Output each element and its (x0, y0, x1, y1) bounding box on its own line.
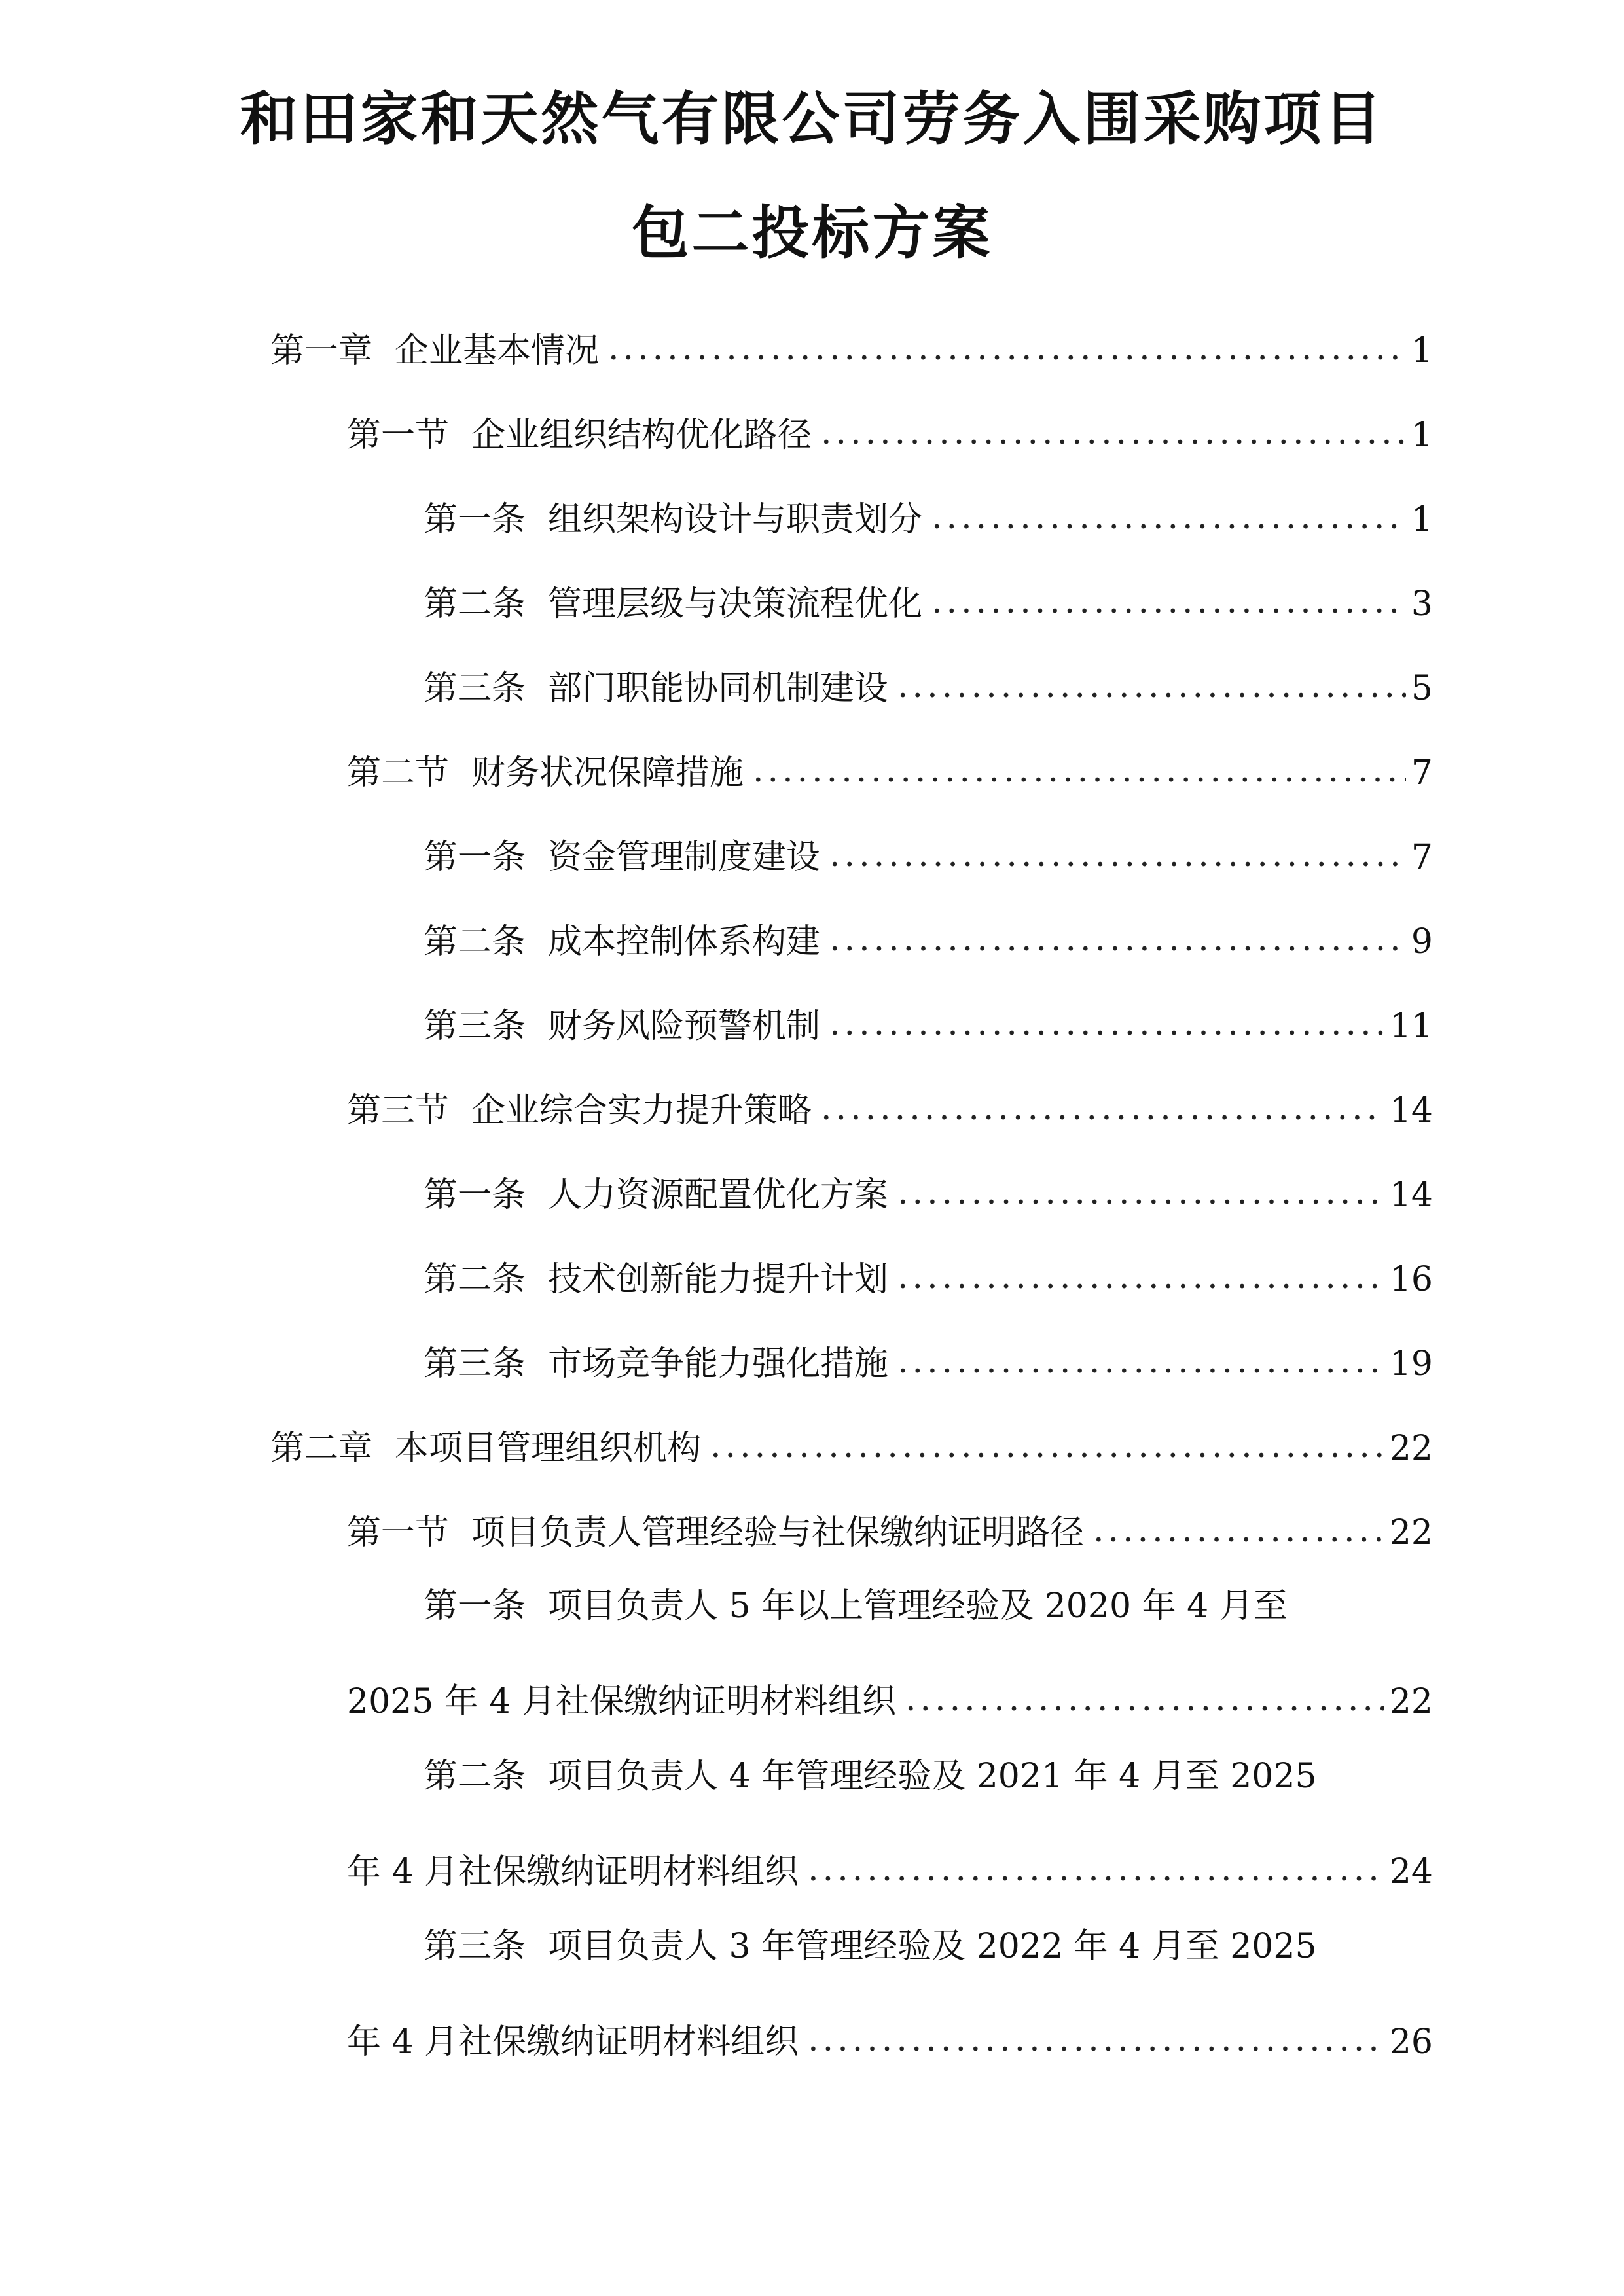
toc-entry-chapter-2[interactable] (270, 1413, 1433, 1468)
toc-leader-dots (808, 1852, 1384, 1886)
document-title-line-1: 和田家和天然气有限公司劳务入围采购项目 (240, 85, 1384, 152)
toc-entry-number: 第三条 (424, 1927, 526, 1966)
toc-entry-number: 第二章 (270, 1429, 373, 1468)
toc-page-number: 9 (1411, 922, 1433, 961)
toc-page-number: 5 (1411, 669, 1433, 708)
toc-entry-number: 第二条 (424, 922, 526, 961)
toc-entry-title: 人力资源配置优化方案 (548, 1175, 889, 1215)
toc-entry-title-continued: 2025 年 4 月社保缴纳证明材料组织 (347, 1682, 897, 1721)
document-title-line-2: 包二投标方案 (631, 199, 993, 266)
toc-entry-number: 第三条 (424, 1007, 526, 1046)
toc-leader-dots (897, 669, 1406, 703)
toc-entry-article[interactable] (424, 1329, 1433, 1384)
toc-entry-number: 第一条 (424, 1587, 526, 1626)
toc-leader-dots (829, 922, 1406, 956)
toc-leader-dots (608, 331, 1406, 365)
toc-entry-number: 第二条 (424, 1757, 526, 1796)
toc-entry-article[interactable] (424, 822, 1433, 877)
toc-page-number: 14 (1389, 1175, 1433, 1215)
toc-entry-title-continued: 年 4 月社保缴纳证明材料组织 (347, 1852, 799, 1892)
toc-page-number: 1 (1411, 331, 1433, 370)
toc-entry-article-wrapped-line2[interactable] (347, 1666, 1433, 1719)
toc-entry-title: 项目负责人 3 年管理经验及 2022 年 4 月至 2025 (548, 1927, 1317, 1966)
toc-entry-article[interactable] (424, 1244, 1433, 1297)
toc-entry-title: 财务状况保障措施 (471, 753, 744, 793)
toc-page-number: 22 (1389, 1429, 1433, 1468)
toc-entry-number: 第一条 (424, 500, 526, 539)
toc-entry-number: 第三条 (424, 669, 526, 708)
toc-page-number: 7 (1411, 838, 1433, 877)
toc-page-number: 3 (1411, 584, 1433, 624)
toc-entry-title: 技术创新能力提升计划 (548, 1260, 889, 1299)
toc-page-number: 24 (1389, 1852, 1433, 1892)
toc-entry-title: 资金管理制度建设 (548, 838, 821, 877)
toc-leader-dots (710, 1429, 1384, 1463)
toc-entry-article[interactable] (424, 484, 1433, 537)
toc-leader-dots (931, 584, 1406, 619)
toc-leader-dots (829, 838, 1406, 872)
toc-entry-article[interactable] (424, 906, 1433, 959)
toc-page-number: 1 (1411, 500, 1433, 539)
toc-page-number: 14 (1389, 1091, 1433, 1130)
toc-entry-article[interactable] (424, 991, 1433, 1046)
toc-entry-number: 第一条 (424, 1175, 526, 1215)
toc-leader-dots (808, 2022, 1384, 2056)
toc-entry-section[interactable] (347, 1075, 1433, 1128)
toc-entry-article[interactable] (424, 653, 1433, 706)
toc-entry-number: 第一节 (347, 1513, 450, 1552)
toc-entry-title: 项目负责人管理经验与社保缴纳证明路径 (471, 1513, 1085, 1552)
toc-entry-title: 项目负责人 5 年以上管理经验及 2020 年 4 月至 (548, 1587, 1288, 1626)
toc-entry-title: 组织架构设计与职责划分 (548, 500, 923, 539)
toc-leader-dots (931, 500, 1406, 534)
toc-entry-article-wrapped-line2[interactable] (347, 1837, 1433, 1892)
toc-entry-article-wrapped-line1[interactable] (424, 1757, 1317, 1796)
toc-page-number: 11 (1389, 1007, 1433, 1046)
toc-entry-section[interactable] (347, 400, 1433, 455)
toc-entry-number: 第一章 (270, 331, 373, 370)
toc-leader-dots (905, 1682, 1384, 1716)
toc-leader-dots (897, 1175, 1384, 1210)
toc-leader-dots (829, 1007, 1384, 1041)
toc-entry-title: 项目负责人 4 年管理经验及 2021 年 4 月至 2025 (548, 1757, 1317, 1796)
toc-leader-dots (897, 1260, 1384, 1294)
toc-entry-number: 第二节 (347, 753, 450, 793)
toc-page-number: 7 (1411, 753, 1433, 793)
toc-entry-title: 企业综合实力提升策略 (471, 1091, 812, 1130)
toc-entry-title-continued: 年 4 月社保缴纳证明材料组织 (347, 2022, 799, 2062)
toc-page-number: 22 (1389, 1513, 1433, 1552)
toc-leader-dots (821, 1091, 1384, 1125)
toc-entry-title: 本项目管理组织机构 (395, 1429, 702, 1468)
toc-entry-article-wrapped-line1[interactable] (424, 1587, 1288, 1626)
toc-entry-title: 企业组织结构优化路径 (471, 416, 812, 455)
toc-entry-number: 第二条 (424, 584, 526, 624)
toc-leader-dots (821, 416, 1406, 450)
toc-entry-section[interactable] (347, 1498, 1433, 1550)
toc-entry-title: 管理层级与决策流程优化 (548, 584, 923, 624)
toc-entry-title: 财务风险预警机制 (548, 1007, 821, 1046)
toc-entry-number: 第三节 (347, 1091, 450, 1130)
toc-entry-number: 第一条 (424, 838, 526, 877)
toc-leader-dots (753, 753, 1406, 787)
toc-entry-title: 部门职能协同机制建设 (548, 669, 889, 708)
toc-page-number: 26 (1389, 2022, 1433, 2062)
toc-page-number: 1 (1411, 416, 1433, 455)
toc-entry-article[interactable] (424, 569, 1433, 624)
toc-entry-number: 第三条 (424, 1344, 526, 1384)
toc-entry-number: 第一节 (347, 416, 450, 455)
toc-entry-number: 第二条 (424, 1260, 526, 1299)
toc-leader-dots (1093, 1513, 1384, 1547)
toc-page-number: 22 (1389, 1682, 1433, 1721)
toc-entry-title: 市场竞争能力强化措施 (548, 1344, 889, 1384)
toc-entry-title: 成本控制体系构建 (548, 922, 821, 961)
toc-entry-title: 企业基本情况 (395, 331, 600, 370)
toc-entry-section[interactable] (347, 738, 1433, 793)
toc-entry-chapter-1[interactable] (270, 315, 1433, 368)
toc-entry-article-wrapped-line2[interactable] (347, 2007, 1433, 2062)
toc-page-number: 19 (1389, 1344, 1433, 1384)
toc-leader-dots (897, 1344, 1384, 1378)
toc-entry-article[interactable] (424, 1160, 1433, 1215)
toc-page-number: 16 (1389, 1260, 1433, 1299)
toc-entry-article-wrapped-line1[interactable] (424, 1929, 1317, 1964)
